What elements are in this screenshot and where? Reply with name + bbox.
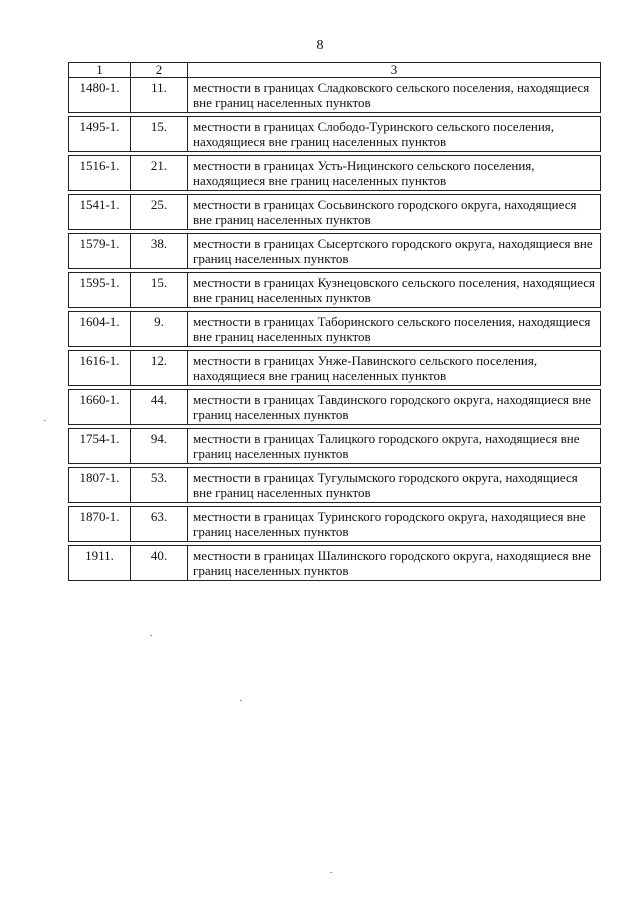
row-number-cell: 1754-1. (69, 429, 131, 464)
item-number-cell: 44. (131, 390, 188, 425)
description-cell: местности в границах Сладковского сельского поселения, находящиеся вне границ населенных пунктов (188, 78, 601, 113)
item-number-cell: 53. (131, 468, 188, 503)
item-number-cell: 15. (131, 273, 188, 308)
item-number-cell: 21. (131, 156, 188, 191)
row-number-cell: 1870-1. (69, 507, 131, 542)
description-cell: местности в границах Тавдинского городского округа, находящиеся вне границ населенных пунктов (188, 390, 601, 425)
row-number-cell: 1911. (69, 546, 131, 581)
row-number-cell: 1541-1. (69, 195, 131, 230)
item-number-cell: 11. (131, 78, 188, 113)
table-row (69, 312, 601, 347)
table-row (69, 429, 601, 464)
row-number-cell: 1595-1. (69, 273, 131, 308)
scan-speck (150, 635, 152, 636)
table-row (69, 546, 601, 581)
header-row (69, 63, 601, 78)
document-table (68, 62, 601, 581)
item-number-cell: 63. (131, 507, 188, 542)
scan-speck (240, 700, 242, 701)
table-row (69, 351, 601, 386)
column-header-1: 1 (69, 63, 131, 78)
table-body (69, 78, 601, 581)
description-cell: местности в границах Усть-Ницинского сельского поселения, находящиеся вне границ населенных пунктов (188, 156, 601, 191)
page-number: 8 (316, 38, 324, 53)
item-number-cell: 25. (131, 195, 188, 230)
description-cell: местности в границах Кузнецовского сельского поселения, находящиеся вне границ населенных пунктов (188, 273, 601, 308)
table-row (69, 468, 601, 503)
scan-speck (44, 420, 46, 421)
description-cell: местности в границах Таборинского сельского поселения, находящиеся вне границ населенных пунктов (188, 312, 601, 347)
scan-speck (330, 872, 332, 873)
row-number-cell: 1516-1. (69, 156, 131, 191)
description-cell: местности в границах Туринского городского округа, находящиеся вне границ населенных пунктов (188, 507, 601, 542)
item-number-cell: 9. (131, 312, 188, 347)
description-cell: местности в границах Слободо-Туринского сельского поселения, находящиеся вне границ населенных пунктов (188, 117, 601, 152)
row-number-cell: 1807-1. (69, 468, 131, 503)
table-row (69, 195, 601, 230)
table-row (69, 273, 601, 308)
table-row (69, 117, 601, 152)
description-cell: местности в границах Сосьвинского городского округа, находящиеся вне границ населенных пунктов (188, 195, 601, 230)
row-number-cell: 1480-1. (69, 78, 131, 113)
row-number-cell: 1616-1. (69, 351, 131, 386)
row-number-cell: 1579-1. (69, 234, 131, 269)
row-number-cell: 1660-1. (69, 390, 131, 425)
row-number-cell: 1604-1. (69, 312, 131, 347)
table-row (69, 78, 601, 113)
description-cell: местности в границах Талицкого городского округа, находящиеся вне границ населенных пунктов (188, 429, 601, 464)
table-row (69, 507, 601, 542)
item-number-cell: 12. (131, 351, 188, 386)
description-cell: местности в границах Сысертского городского округа, находящиеся вне границ населенных пунктов (188, 234, 601, 269)
table-row (69, 156, 601, 191)
item-number-cell: 40. (131, 546, 188, 581)
table-row (69, 234, 601, 269)
row-number-cell: 1495-1. (69, 117, 131, 152)
description-cell: местности в границах Шалинского городского округа, находящиеся вне границ населенных пунктов (188, 546, 601, 581)
item-number-cell: 38. (131, 234, 188, 269)
item-number-cell: 94. (131, 429, 188, 464)
description-cell: местности в границах Тугулымского городского округа, находящиеся вне границ населенных пунктов (188, 468, 601, 503)
description-cell: местности в границах Унже-Павинского сельского поселения, находящиеся вне границ населенных пунктов (188, 351, 601, 386)
table-row (69, 390, 601, 425)
column-header-2: 2 (131, 63, 188, 78)
column-header-3: 3 (188, 63, 601, 78)
item-number-cell: 15. (131, 117, 188, 152)
table-header (69, 63, 601, 78)
